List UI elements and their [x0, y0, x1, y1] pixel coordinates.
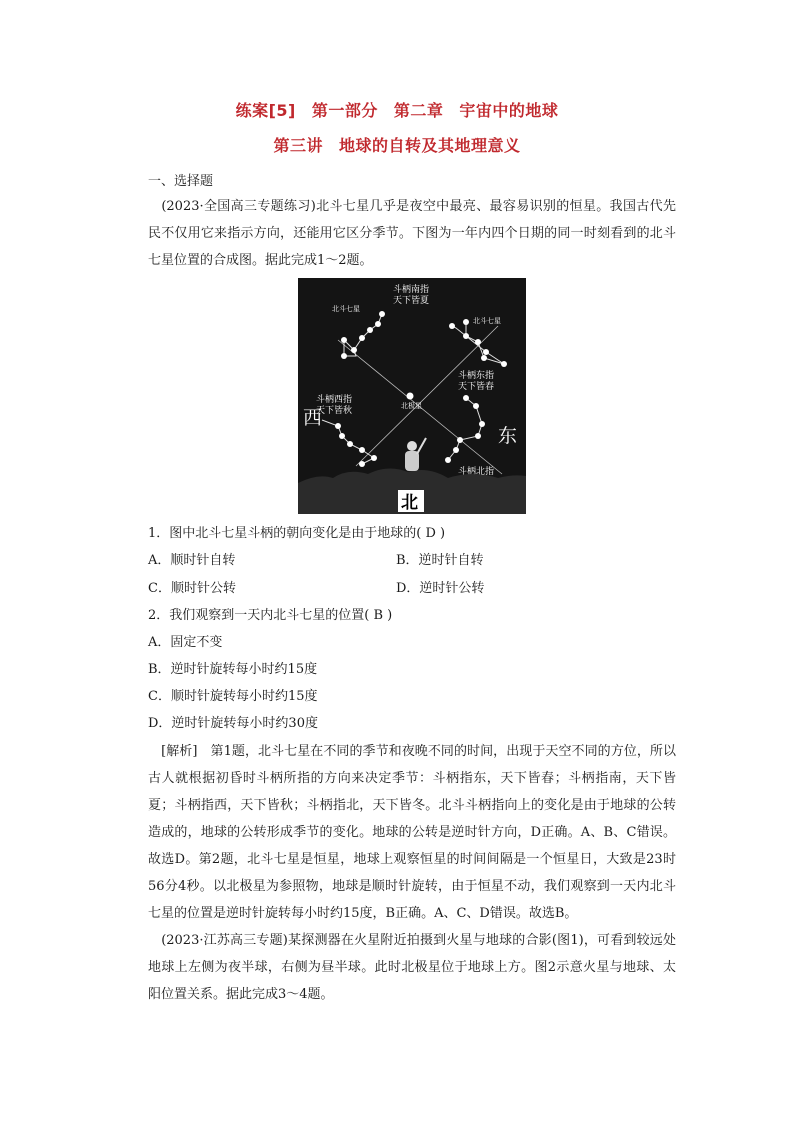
star [335, 423, 341, 429]
star [367, 327, 373, 333]
star [359, 447, 365, 453]
title-part: 宇宙中的地球 [459, 101, 559, 120]
star [457, 437, 463, 443]
star [359, 335, 365, 341]
analysis-paragraph: [解析] 第1题，北斗七星在不同的季节和夜晚不同的时间，出现于天空不同的方位，所以古人就根据初昏时斗柄所指的方向来决定季节：斗柄指东，天下皆春；斗柄指南，天下皆夏；斗柄指西，天下皆秋；斗柄指北，天下皆冬。北斗斗柄指向上的变化是由于地球的公转造成的，地球的公转形成季节的变化。地球的公转是逆时针方向，D正确。A、B、C错误。故选D。第2题，北斗七星是恒星，地球上观察恒星的时间间隔是一个恒星日，大致是23时56分4秒。以北极星为参照物，地球是顺时针旋转，由于恒星不动，我们观察到一天内北斗七星的位置是逆时针旋转每小时约15度，B正确。A、C、D错误。故选B。 [148, 744, 676, 921]
star [375, 321, 381, 327]
section-label: 一、选择题 [148, 174, 214, 189]
star [359, 461, 365, 467]
big-dipper-figure [298, 278, 526, 514]
direction-east: 东 [498, 425, 518, 447]
star [481, 355, 487, 361]
star [453, 447, 459, 453]
q1-option-c: C．顺时针公转 [148, 581, 236, 596]
star [463, 319, 469, 325]
label-north-1: 斗柄北指 [458, 467, 495, 477]
q1-option-d: D．逆时针公转 [396, 581, 485, 596]
label-dipper-top: 北斗七星 [332, 305, 360, 313]
question-intro-1: (2023·全国高三专题练习)北斗七星几乎是夜空中最亮、最容易识别的恒星。我国古代先民不仅用它来指示方向，还能用它区分季节。下图为一年内四个日期的同一时刻看到的北斗七星位置的合成图。据此完成1～2题。 [148, 199, 676, 268]
title-part: 练案[5] [235, 101, 296, 120]
q1-option-b: B．逆时针自转 [396, 553, 484, 568]
direction-north: 北 [401, 493, 418, 513]
star [475, 339, 481, 345]
q2-option-a: A．固定不变 [148, 635, 223, 650]
star [341, 353, 347, 359]
q2-option-c: C．顺时针旋转每小时约15度 [148, 689, 318, 704]
star [379, 311, 385, 317]
title-part: 第二章 [393, 101, 444, 120]
star [341, 337, 347, 343]
label-pole-star: 北极星 [401, 402, 422, 410]
star [501, 361, 507, 367]
star [473, 403, 479, 409]
star [463, 395, 469, 401]
direction-west: 西 [303, 407, 323, 429]
q2-option-d: D．逆时针旋转每小时约30度 [148, 716, 318, 731]
question-intro-2: (2023·江苏高三专题)某探测器在火星附近拍摄到火星与地球的合影(图1)，可看到较远处地球上左侧为夜半球，右侧为昼半球。此时北极星位于地球上方。图2示意火星与地球、太阳位置关系。据此完成3～4题。 [148, 933, 676, 1002]
q2-option-b: B．逆时针旋转每小时约15度 [148, 662, 318, 677]
star [371, 455, 377, 461]
star [483, 349, 489, 355]
subtitle-part: 地球的自转及其地理意义 [339, 136, 521, 155]
title-part: 第一部分 [311, 101, 378, 120]
label-east-1: 斗柄东指 [458, 371, 495, 381]
label-south-1: 斗柄南指 [393, 285, 430, 295]
label-west-1: 斗柄西指 [316, 395, 353, 405]
label-south-2: 天下皆夏 [393, 296, 430, 306]
question-2-stem: 2．我们观察到一天内北斗七星的位置( B ) [148, 608, 393, 623]
question-1-stem: 1．图中北斗七星斗柄的朝向变化是由于地球的( D ) [148, 526, 446, 541]
page-subtitle [0, 133, 794, 156]
pole-star-dot [407, 393, 414, 400]
subtitle-part: 第三讲 [273, 136, 323, 155]
label-east-2: 天下皆春 [458, 382, 495, 392]
star [351, 347, 357, 353]
star [475, 433, 481, 439]
page-title [0, 98, 794, 121]
star [479, 421, 485, 427]
star [449, 323, 455, 329]
star [339, 433, 345, 439]
star [463, 333, 469, 339]
star-chart [298, 278, 526, 514]
q1-option-a: A．顺时针自转 [148, 553, 236, 568]
label-dipper-right: 北斗七星 [473, 317, 501, 325]
star [347, 441, 353, 447]
label-west-2: 天下皆秋 [316, 406, 353, 416]
star [445, 457, 451, 463]
